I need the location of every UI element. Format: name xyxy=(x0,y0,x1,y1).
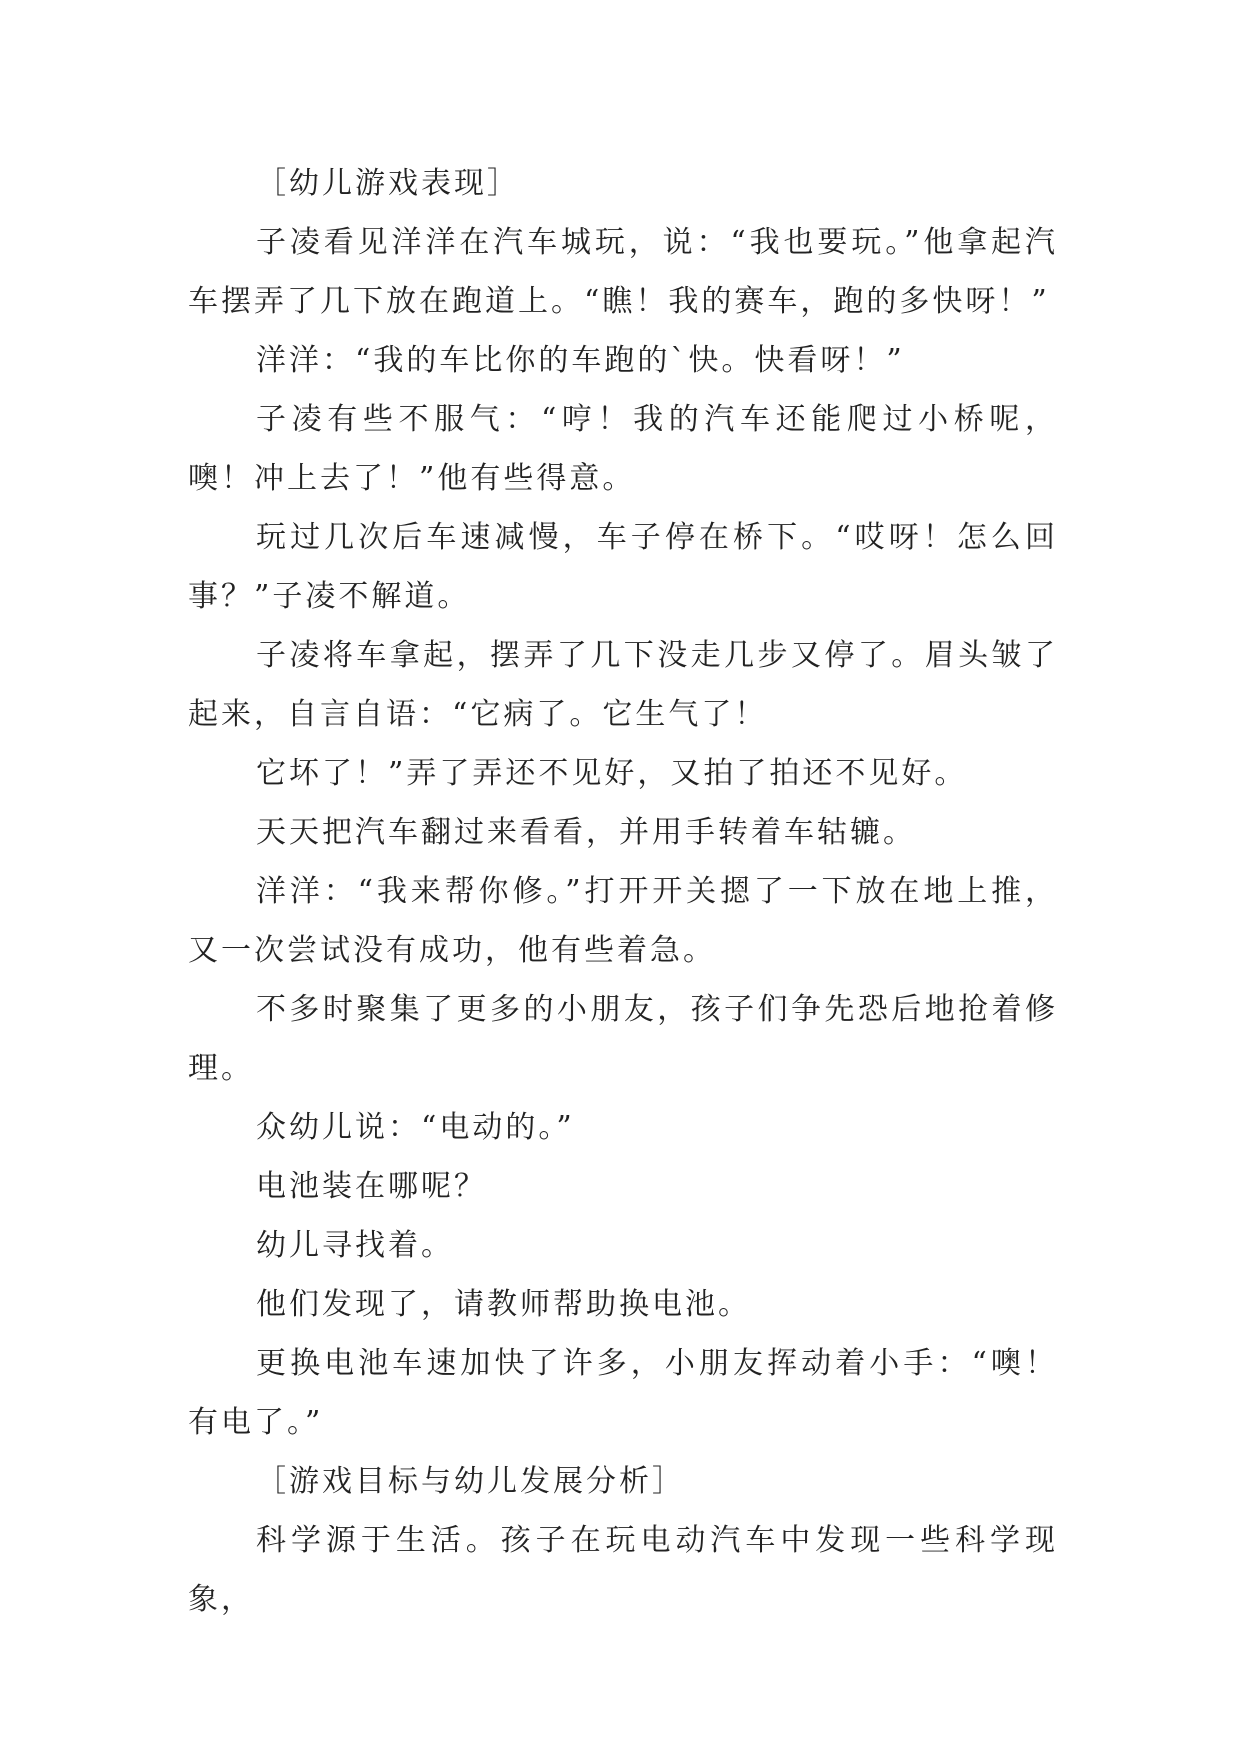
paragraph: 子凌有些不服气：“哼！我的汽车还能爬过小桥呢，噢！冲上去了！”他有些得意。 xyxy=(188,402,1058,496)
paragraph: 幼儿寻找着。 xyxy=(256,1228,454,1263)
paragraph: 玩过几次后车速减慢，车子停在桥下。“哎呀！怎么回事？”子凌不解道。 xyxy=(188,520,1058,614)
paragraph: 洋洋：“我来帮你修。”打开开关摁了一下放在地上推，又一次尝试没有成功，他有些着急。 xyxy=(188,874,1058,968)
paragraph: 他们发现了，请教师帮助换电池。 xyxy=(256,1287,751,1322)
document-body xyxy=(188,154,1058,1629)
paragraph: 它坏了！”弄了弄还不见好，又拍了拍还不见好。 xyxy=(256,756,968,791)
paragraph: 子凌将车拿起，摆弄了几下没走几步又停了。眉头皱了起来，自言自语：“它病了。它生气了！ xyxy=(188,638,1058,732)
paragraph: 子凌看见洋洋在汽车城玩，说：“我也要玩。”他拿起汽车摆弄了几下放在跑道上。“瞧！我的赛车，跑的多快呀！” xyxy=(188,225,1058,319)
paragraph: 洋洋：“我的车比你的车跑的`快。快看呀！” xyxy=(256,343,905,378)
paragraph: 天天把汽车翻过来看看，并用手转着车轱辘。 xyxy=(256,815,916,850)
section-heading-goal-analysis: ［游戏目标与幼儿发展分析］ xyxy=(256,1464,685,1499)
paragraph: 不多时聚集了更多的小朋友，孩子们争先恐后地抢着修理。 xyxy=(188,992,1058,1086)
section-heading-play-performance: ［幼儿游戏表现］ xyxy=(256,166,520,201)
paragraph: 电池装在哪呢？ xyxy=(256,1169,487,1204)
paragraph: 科学源于生活。孩子在玩电动汽车中发现一些科学现象， xyxy=(188,1523,1058,1617)
paragraph: 更换电池车速加快了许多，小朋友挥动着小手：“噢！有电了。” xyxy=(188,1346,1058,1440)
paragraph: 众幼儿说：“电动的。” xyxy=(256,1110,575,1145)
